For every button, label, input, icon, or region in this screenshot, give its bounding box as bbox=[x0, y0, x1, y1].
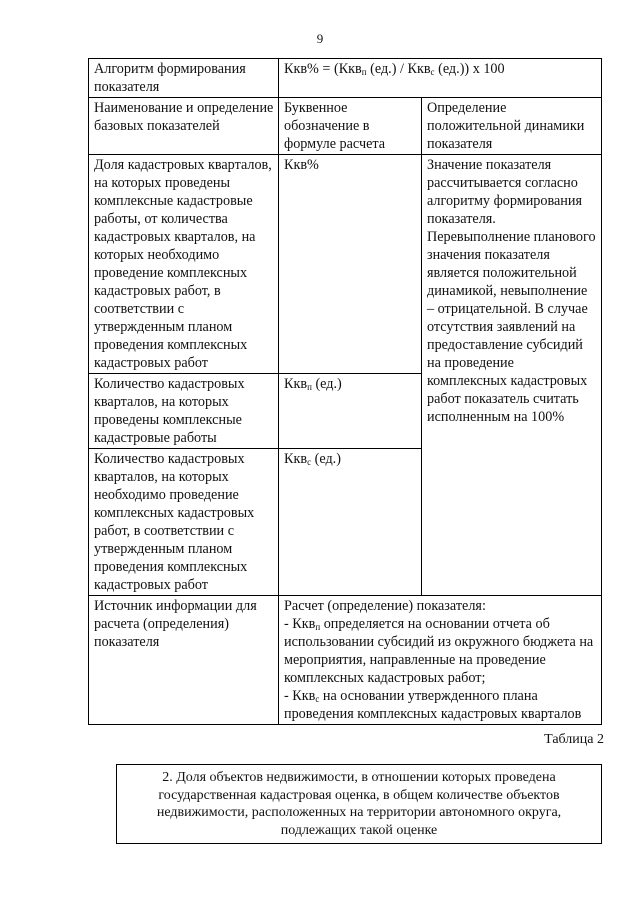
source-part: определяется на основании отчета об использовании субсидий из окружного бюджета на мероприятия, направленные на проведение комплексных кадастровых работ; bbox=[284, 616, 594, 686]
page-number: 9 bbox=[316, 31, 324, 46]
symbol-sub: п bbox=[307, 382, 312, 392]
source-item bbox=[284, 687, 597, 723]
source-sub: п bbox=[315, 622, 321, 632]
row-symbol bbox=[279, 374, 422, 449]
formula-part: Ккв% = (Ккв bbox=[284, 61, 362, 77]
symbol-base: Ккв bbox=[284, 376, 308, 392]
row-name: Доля кадастровых кварталов, на которых проведены комплексные кадастровые работы, от количества кадастровых кварталов, на которых необходимо проведение комплексных кадастровых работ, в соответствии с утвержденным планом проведения комплексных кадастровых работ bbox=[89, 155, 279, 374]
table-header-row bbox=[89, 98, 602, 155]
row-symbol bbox=[279, 155, 422, 374]
formula-sub: с bbox=[430, 67, 435, 77]
source-part: - Ккв bbox=[284, 688, 316, 704]
algorithm-formula bbox=[279, 59, 602, 98]
symbol-tail: (ед.) bbox=[311, 376, 342, 392]
row-name: Количество кадастровых кварталов, на которых проведены комплексные кадастровые работы bbox=[89, 374, 279, 449]
source-label: Источник информации для расчета (определения) показателя bbox=[89, 596, 279, 725]
source-text bbox=[279, 596, 602, 725]
symbol-sub: с bbox=[307, 457, 312, 467]
indicator-table bbox=[88, 58, 602, 725]
dynamics-cell: Значение показателя рассчитывается согласно алгоритму формирования показателя. Перевыполнение планового значения показателя является положительной динамикой, невыполнение – отрицательной. В случае отсутствия заявлений на предоставление субсидий на проведение комплексных кадастровых работ показатель считать исполненным на 100% bbox=[422, 155, 602, 596]
formula-sub: п bbox=[361, 67, 367, 77]
table-row bbox=[89, 596, 602, 725]
header-dynamics: Определение положительной динамики показателя bbox=[422, 98, 602, 155]
source-item bbox=[284, 615, 597, 687]
formula-part: (ед.)) х 100 bbox=[434, 61, 505, 77]
table-row bbox=[89, 59, 602, 98]
indicator-title-box: 2. Доля объектов недвижимости, в отношении которых проведена государственная кадастровая оценка, в общем количестве объектов недвижимости, расположенных на территории автономного округа, подлежащих такой оценке bbox=[116, 764, 602, 844]
formula-part: (ед.) / Ккв bbox=[366, 61, 431, 77]
source-part: - Ккв bbox=[284, 616, 316, 632]
source-sub: с bbox=[315, 694, 320, 704]
source-part: на основании утвержденного плана проведения комплексных кадастровых кварталов bbox=[284, 688, 582, 722]
table-caption: Таблица 2 bbox=[544, 732, 604, 747]
algorithm-label: Алгоритм формирования показателя bbox=[89, 59, 279, 98]
symbol-tail: (ед.) bbox=[311, 451, 341, 467]
header-name: Наименование и определение базовых показателей bbox=[89, 98, 279, 155]
table-row bbox=[89, 155, 602, 374]
symbol-base: Ккв bbox=[284, 451, 308, 467]
row-name: Количество кадастровых кварталов, на которых необходимо проведение комплексных кадастровых работ, в соответствии с утвержденным планом проведения комплексных кадастровых работ bbox=[89, 449, 279, 596]
source-intro: Расчет (определение) показателя: bbox=[284, 598, 486, 614]
symbol-base: Ккв% bbox=[284, 157, 319, 173]
row-symbol bbox=[279, 449, 422, 596]
header-symbol: Буквенное обозначение в формуле расчета bbox=[279, 98, 422, 155]
